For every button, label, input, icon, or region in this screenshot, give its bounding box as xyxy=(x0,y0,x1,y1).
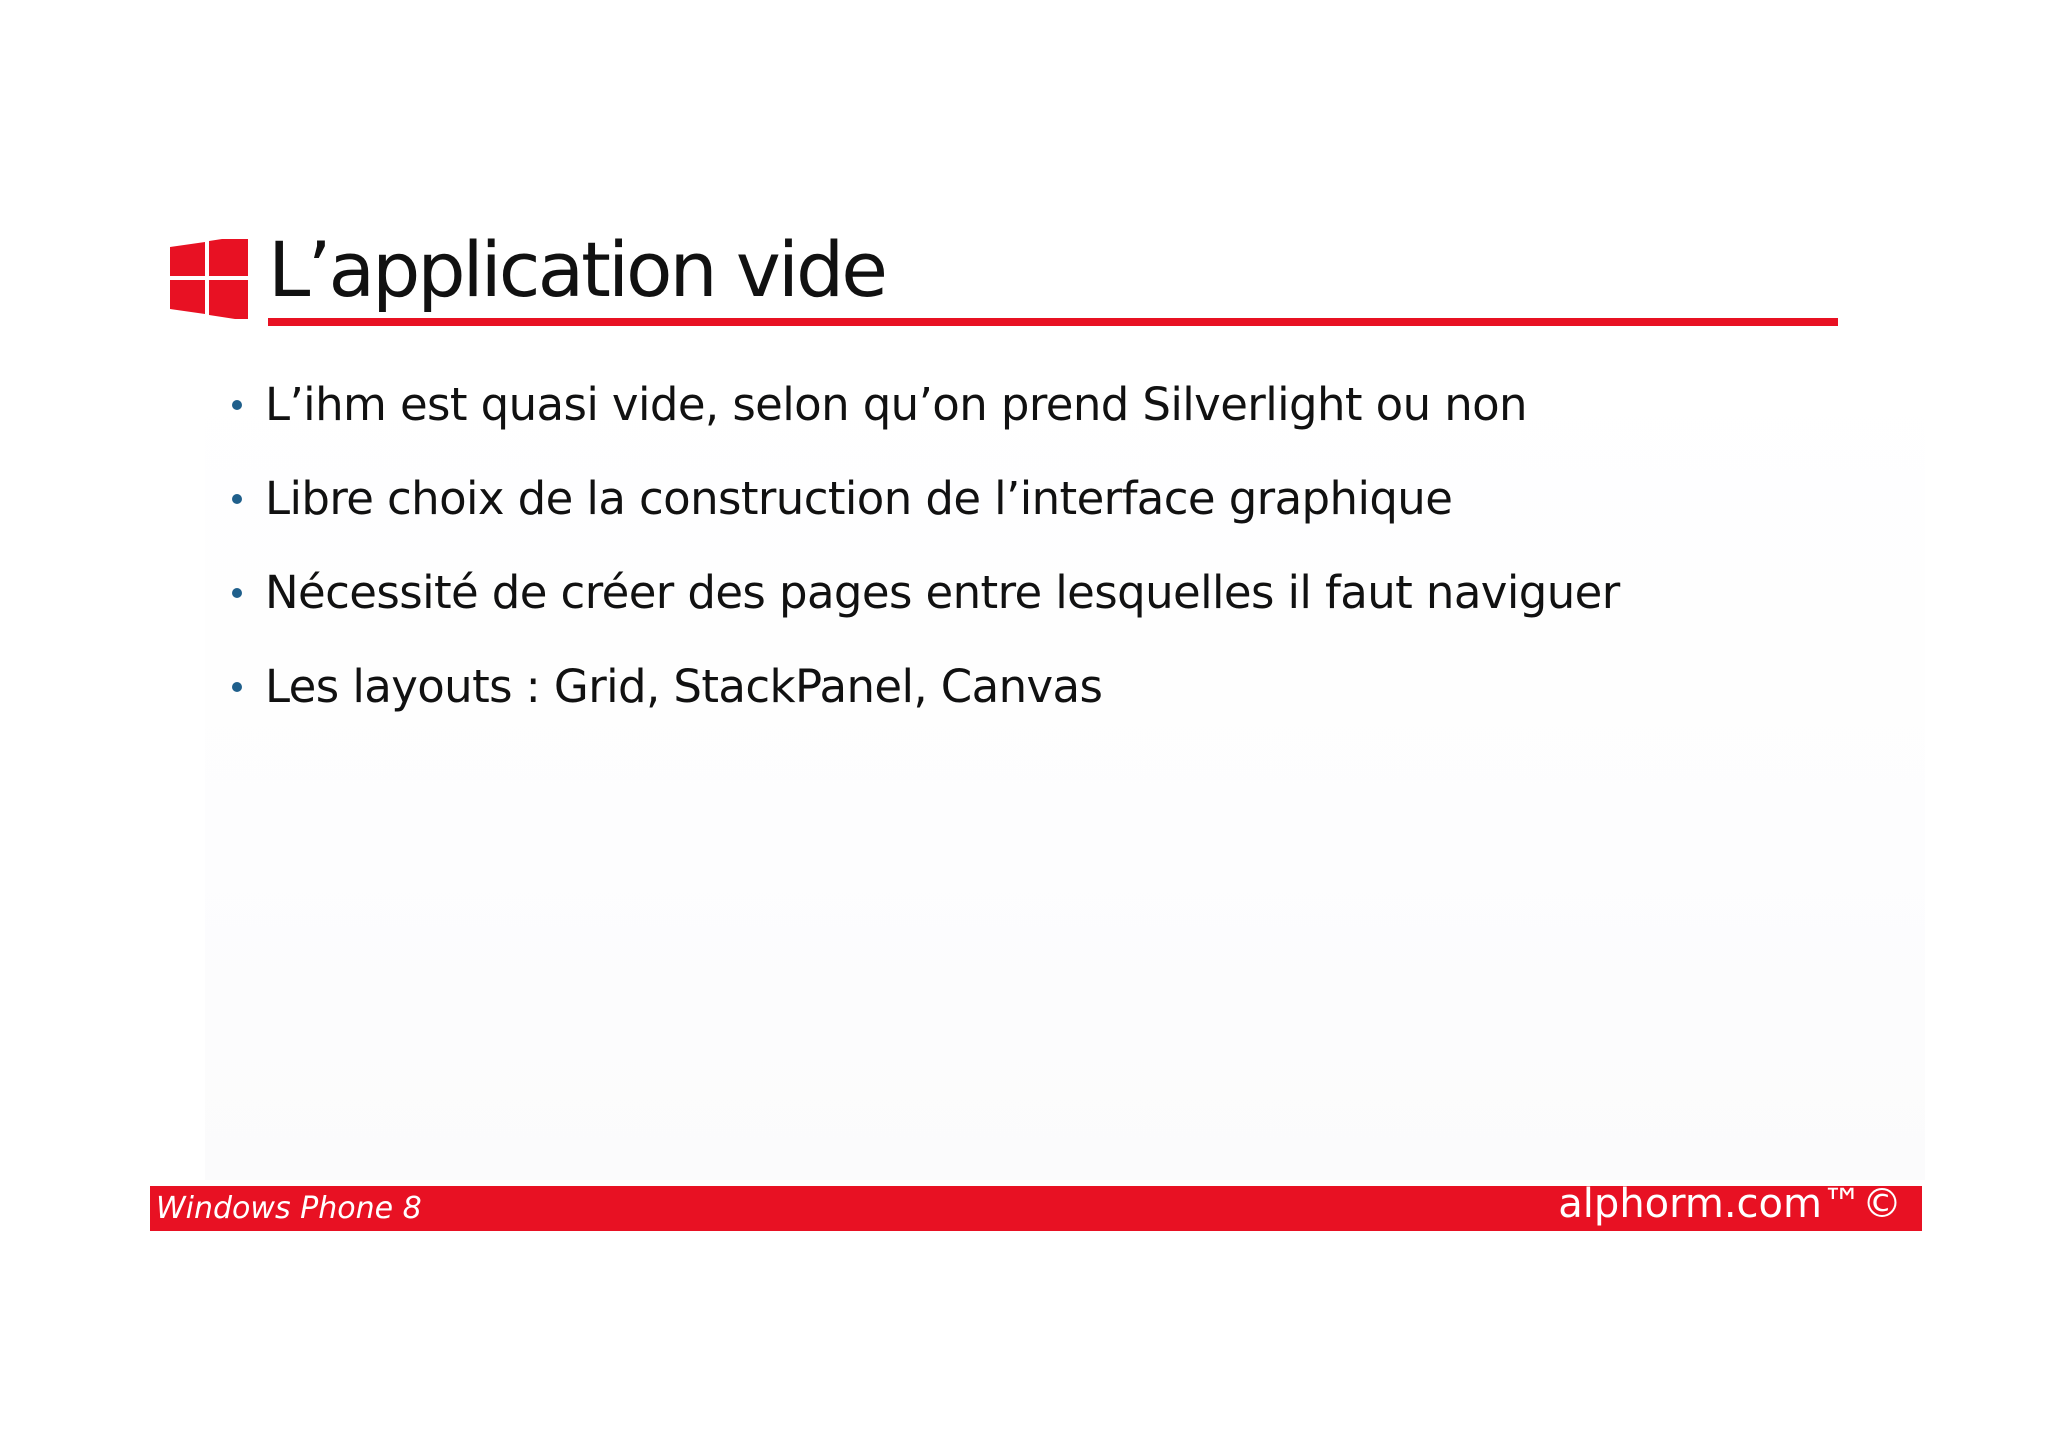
bullet-dot-icon xyxy=(232,494,242,504)
bullet-text: Libre choix de la construction de l’interface graphique xyxy=(265,472,1453,525)
windows-logo-icon xyxy=(170,239,248,319)
footer-brand: alphorm.com™© xyxy=(1558,1181,1902,1227)
bullet-dot-icon xyxy=(232,400,242,410)
bullet-dot-icon xyxy=(232,588,242,598)
bullet-text: L’ihm est quasi vide, selon qu’on prend Silverlight ou non xyxy=(265,378,1527,431)
bullet-text: Les layouts : Grid, StackPanel, Canvas xyxy=(265,660,1103,713)
title-underline xyxy=(268,318,1838,326)
bullet-dot-icon xyxy=(232,682,242,692)
slide-title: L’application vide xyxy=(268,225,885,314)
footer-bar xyxy=(150,1181,1922,1231)
bullet-text: Nécessité de créer des pages entre lesquelles il faut naviguer xyxy=(265,566,1620,619)
footer-course-name: Windows Phone 8 xyxy=(156,1191,422,1226)
